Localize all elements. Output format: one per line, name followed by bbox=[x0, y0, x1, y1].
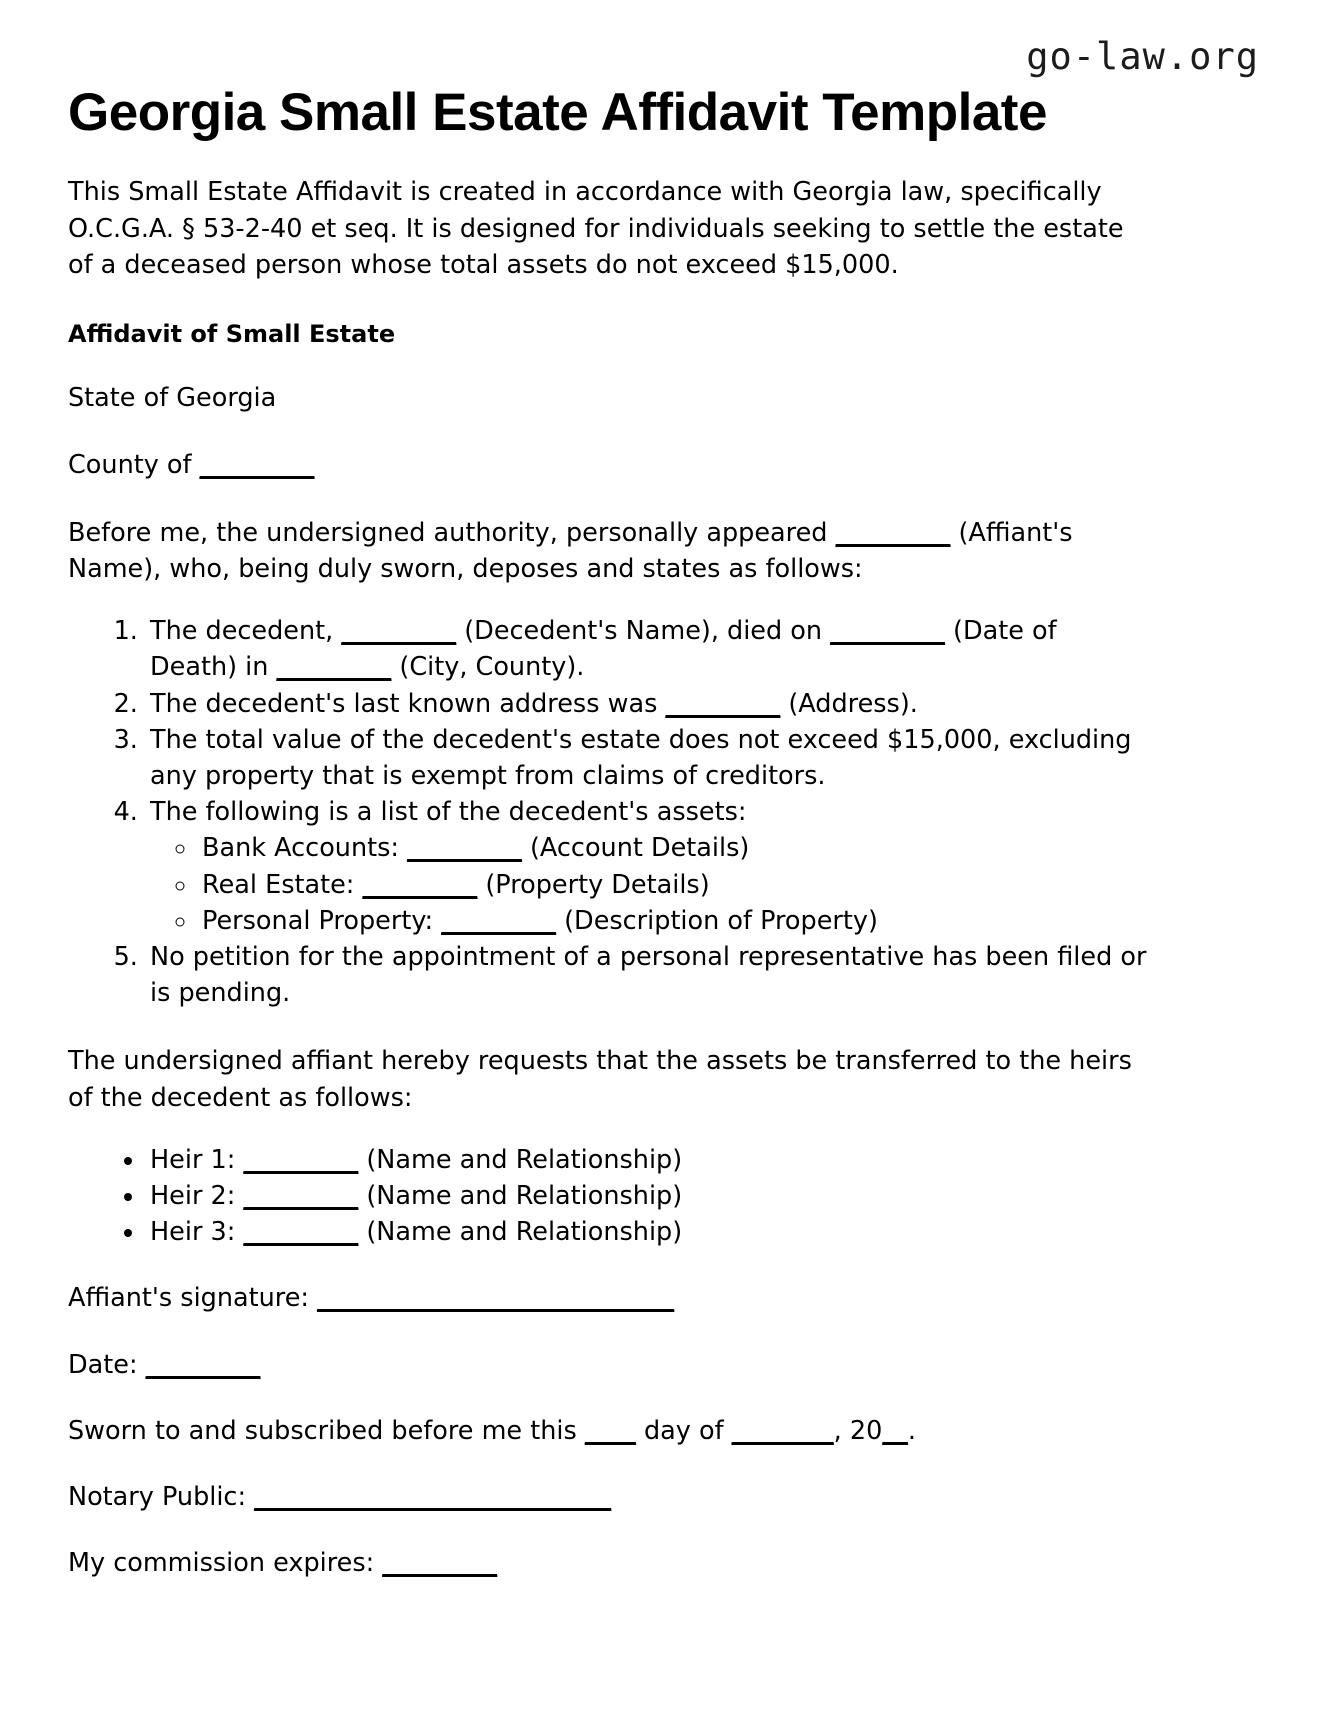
affiant-name-blank: _________ bbox=[835, 517, 951, 548]
asset-label-bank: Bank Accounts: bbox=[202, 833, 408, 864]
heirs-list bbox=[68, 1116, 1150, 1251]
item1-part3: (Date of Death) in bbox=[150, 616, 1057, 683]
heir1-suffix: (Name and Relationship) bbox=[358, 1144, 683, 1175]
site-watermark: go-law.org bbox=[1026, 35, 1259, 78]
asset-suffix-personal: (Description of Property) bbox=[556, 905, 878, 936]
sworn-part1: Sworn to and subscribed before me this bbox=[68, 1415, 585, 1446]
asset-suffix-bank: (Account Details) bbox=[521, 833, 750, 864]
county-blank: _________ bbox=[199, 449, 315, 480]
affiant-signature-line bbox=[68, 1250, 1150, 1316]
date-label: Date: bbox=[68, 1349, 146, 1380]
affiant-signature-blank: ____________________________ bbox=[317, 1283, 675, 1314]
asset-label-realestate: Real Estate: bbox=[202, 869, 363, 900]
before-me-part2: (Affiant's Name), who, being duly sworn, deposes and states as follows: bbox=[68, 517, 1073, 584]
list-item bbox=[198, 867, 1150, 903]
notary-public-line bbox=[68, 1449, 1150, 1515]
asset-suffix-realestate: (Property Details) bbox=[477, 869, 710, 900]
list-item bbox=[146, 613, 1150, 685]
commission-expires-label: My commission expires: bbox=[68, 1548, 383, 1579]
item4-text: The following is a list of the decedent's assets: bbox=[150, 797, 747, 828]
notary-public-blank: ____________________________ bbox=[254, 1481, 612, 1512]
sworn-part3: , 20 bbox=[833, 1415, 883, 1446]
heir2-suffix: (Name and Relationship) bbox=[358, 1180, 683, 1211]
sworn-part2: day of bbox=[635, 1415, 732, 1446]
date-blank: _________ bbox=[145, 1349, 261, 1380]
asset-label-personal: Personal Property: bbox=[202, 905, 442, 936]
list-item bbox=[198, 903, 1150, 939]
before-me-part1: Before me, the undersigned authority, personally appeared bbox=[68, 517, 836, 548]
date-of-death-blank: _________ bbox=[830, 616, 945, 647]
assets-sublist bbox=[150, 830, 1150, 939]
heir3-suffix: (Name and Relationship) bbox=[358, 1217, 683, 1248]
list-item bbox=[146, 1142, 1150, 1178]
list-item bbox=[146, 686, 1150, 722]
heir1-blank: _________ bbox=[243, 1144, 359, 1175]
sworn-line bbox=[68, 1383, 1150, 1449]
list-item bbox=[146, 722, 1150, 794]
sworn-day-blank: ____ bbox=[584, 1415, 636, 1446]
heir2-blank: _________ bbox=[243, 1180, 359, 1211]
list-item bbox=[146, 794, 1150, 939]
item1-part1: The decedent, bbox=[150, 616, 342, 647]
real-estate-blank: _________ bbox=[362, 869, 478, 900]
notary-public-label: Notary Public: bbox=[68, 1481, 255, 1512]
list-item bbox=[146, 1214, 1150, 1250]
county-line bbox=[68, 417, 1150, 483]
list-item bbox=[146, 939, 1150, 1011]
decedent-name-blank: _________ bbox=[341, 616, 457, 647]
document-content bbox=[68, 0, 1150, 1581]
date-line bbox=[68, 1317, 1150, 1383]
commission-expires-line bbox=[68, 1515, 1150, 1581]
item1-part4: (City, County). bbox=[391, 652, 585, 683]
city-county-blank: _________ bbox=[276, 652, 392, 683]
page-title: Georgia Small Estate Affidavit Template bbox=[68, 83, 1047, 142]
item3-text: The total value of the decedent's estate does not exceed $15,000, excluding any property that is exempt from claims of creditors. bbox=[150, 724, 1132, 791]
commission-expires-blank: _________ bbox=[382, 1548, 498, 1579]
item2-part2: (Address). bbox=[780, 688, 918, 719]
item2-part1: The decedent's last known address was bbox=[150, 688, 666, 719]
transfer-request-paragraph: The undersigned affiant hereby requests that the assets be transferred to the heirs of the decedent as follows: bbox=[68, 1046, 1132, 1113]
intro-paragraph: This Small Estate Affidavit is created in accordance with Georgia law, specifically O.C.G.A. § 53-2-40 et seq. It is designed for individuals seeking to settle the estate of a deceased person whose total assets do not exceed $15,000. bbox=[68, 177, 1124, 280]
list-item bbox=[198, 830, 1150, 866]
before-me-paragraph bbox=[68, 483, 1150, 587]
personal-property-blank: _________ bbox=[441, 905, 556, 936]
section-heading-affidavit: Affidavit of Small Estate bbox=[68, 319, 396, 348]
affiant-signature-label: Affiant's signature: bbox=[68, 1283, 318, 1314]
affidavit-statements-list bbox=[68, 587, 1150, 1011]
sworn-month-blank: ________ bbox=[731, 1415, 834, 1446]
item5-text: No petition for the appointment of a personal representative has been filed or is pending. bbox=[150, 941, 1147, 1009]
list-item bbox=[146, 1178, 1150, 1214]
heir3-label: Heir 3: bbox=[150, 1217, 244, 1248]
bank-accounts-blank: _________ bbox=[407, 833, 522, 864]
sworn-part4: . bbox=[907, 1415, 916, 1446]
state-line: State of Georgia bbox=[68, 383, 277, 414]
address-blank: _________ bbox=[665, 688, 781, 719]
heir1-label: Heir 1: bbox=[150, 1144, 244, 1175]
sworn-year-blank: __ bbox=[882, 1415, 908, 1446]
county-label: County of bbox=[68, 449, 200, 480]
heir2-label: Heir 2: bbox=[150, 1180, 244, 1211]
item1-part2: (Decedent's Name), died on bbox=[456, 616, 831, 647]
heir3-blank: _________ bbox=[243, 1217, 359, 1248]
